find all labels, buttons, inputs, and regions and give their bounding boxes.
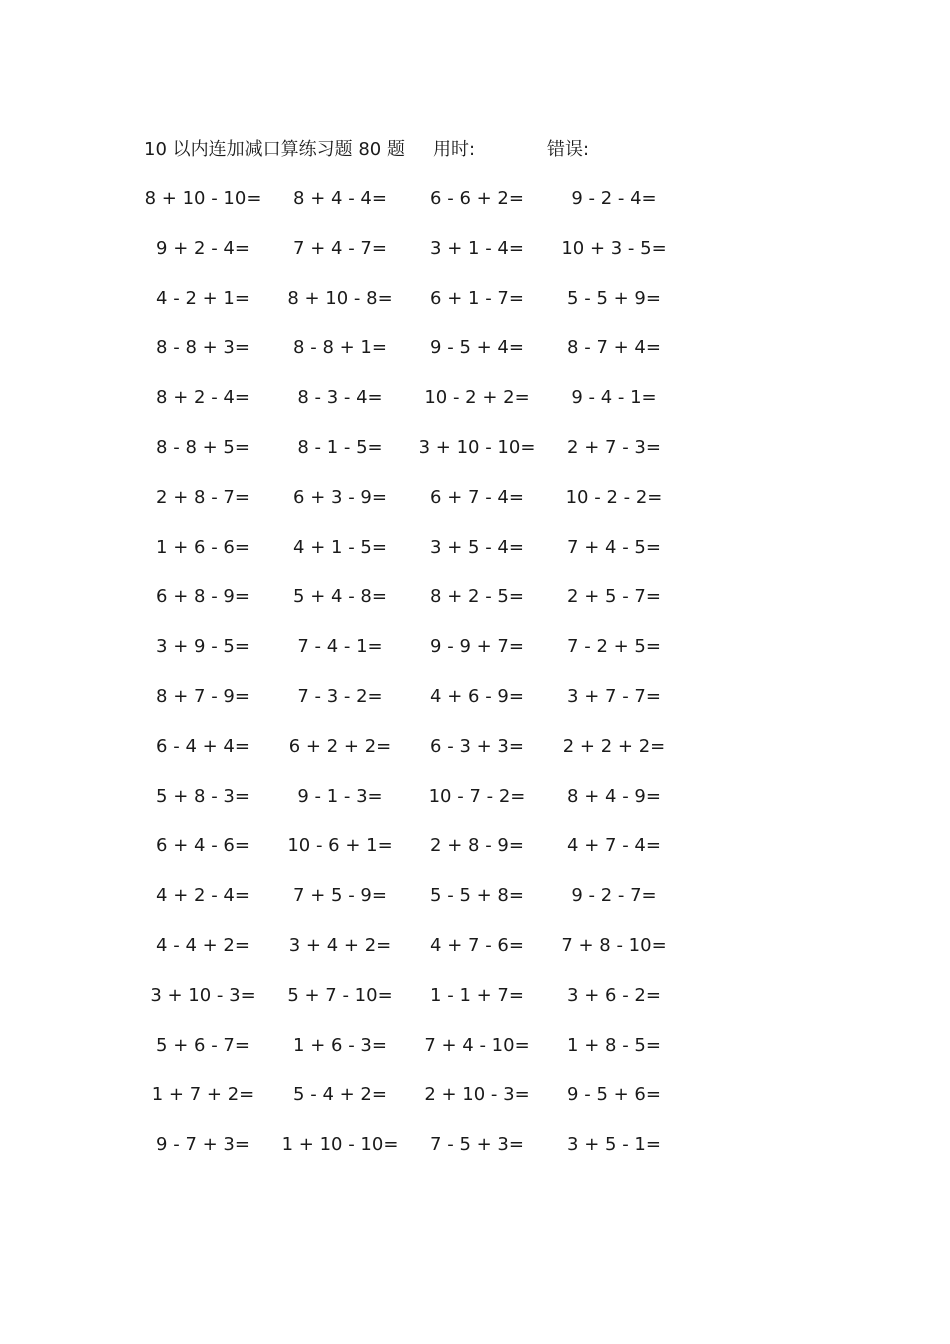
math-problem: 10 - 6 + 1= [287,835,393,857]
math-problem: 10 - 2 + 2= [424,387,530,409]
math-problem: 8 - 3 - 4= [297,387,383,409]
math-problem: 8 + 2 - 5= [430,586,524,608]
math-problem: 7 + 5 - 9= [293,885,387,907]
math-problem: 6 - 4 + 4= [156,735,250,757]
math-problem: 4 - 4 + 2= [156,934,250,956]
math-problem: 3 + 10 - 3= [150,984,256,1006]
math-problem: 8 + 2 - 4= [156,387,250,409]
math-problem: 5 - 5 + 9= [567,287,661,309]
math-problem: 5 + 7 - 10= [287,984,393,1006]
math-problem: 3 + 5 - 1= [567,1134,661,1156]
problem-row [136,333,696,383]
problem-row [136,184,696,234]
math-problem: 3 + 6 - 2= [567,984,661,1006]
problem-row [136,234,696,284]
problem-row [136,981,696,1031]
math-problem: 5 + 4 - 8= [293,586,387,608]
math-problem: 9 + 2 - 4= [156,237,250,259]
math-problem: 8 + 4 - 4= [293,188,387,209]
math-problem: 3 + 5 - 4= [430,536,524,558]
math-problem: 2 + 10 - 3= [424,1084,530,1106]
math-problem: 7 - 2 + 5= [567,636,661,658]
math-problem: 3 + 4 + 2= [288,934,392,956]
problem-row [136,632,696,682]
problem-row [136,433,696,483]
math-problem: 10 - 7 - 2= [428,785,526,807]
math-problem: 4 + 1 - 5= [293,536,387,558]
time-used-label: 用时: [433,139,476,160]
math-problem: 4 + 2 - 4= [156,885,250,907]
math-problem: 7 + 4 - 10= [424,1034,530,1056]
problem-row [136,383,696,433]
math-problem: 7 - 5 + 3= [430,1134,524,1156]
math-problem: 10 - 2 - 2= [565,486,663,508]
math-problem: 7 - 4 - 1= [297,636,383,658]
math-problem: 8 - 8 + 1= [293,337,387,359]
problem-row [136,732,696,782]
math-problem: 8 - 1 - 5= [297,436,383,458]
math-problem: 6 + 7 - 4= [430,486,524,508]
math-problem: 6 + 2 + 2= [288,735,392,757]
math-problem: 6 - 6 + 2= [430,188,524,209]
math-problem: 2 + 8 - 9= [430,835,524,857]
math-problem: 8 - 8 + 3= [156,337,250,359]
problem-row [136,1031,696,1081]
math-problem: 8 - 7 + 4= [567,337,661,359]
math-problem: 5 - 4 + 2= [293,1084,387,1106]
problem-row [136,831,696,881]
math-problem: 1 + 6 - 6= [156,536,250,558]
math-problem: 3 + 7 - 7= [567,685,661,707]
math-problem: 3 + 10 - 10= [418,436,536,458]
math-problem: 4 + 7 - 4= [567,835,661,857]
problem-row [136,782,696,832]
problem-row [136,533,696,583]
math-problem: 5 - 5 + 8= [430,885,524,907]
math-problem: 9 - 1 - 3= [297,785,383,807]
math-problem: 5 + 6 - 7= [156,1034,250,1056]
math-problem: 6 + 3 - 9= [293,486,387,508]
problem-row [136,1130,696,1180]
errors-label: 错误: [547,139,590,160]
math-problem: 1 + 8 - 5= [567,1034,661,1056]
problem-row [136,483,696,533]
math-problem: 4 - 2 + 1= [156,287,250,309]
problem-row [136,284,696,334]
math-problem: 2 + 8 - 7= [156,486,250,508]
math-problem: 4 + 6 - 9= [430,685,524,707]
math-problem: 8 + 7 - 9= [156,685,250,707]
problem-row [136,881,696,931]
math-problem: 6 - 3 + 3= [430,735,524,757]
math-problem: 6 + 1 - 7= [430,287,524,309]
math-problem: 8 - 8 + 5= [156,436,250,458]
math-problem: 9 - 5 + 6= [567,1084,661,1106]
math-problem: 3 + 9 - 5= [156,636,250,658]
math-problem: 9 - 4 - 1= [571,387,657,409]
math-problem: 8 + 10 - 8= [287,287,393,309]
math-problem: 6 + 8 - 9= [156,586,250,608]
problem-row [136,931,696,981]
math-problem: 3 + 1 - 4= [430,237,524,259]
math-problem: 10 + 3 - 5= [561,237,667,259]
math-problem: 6 + 4 - 6= [156,835,250,857]
math-problem: 2 + 7 - 3= [567,436,661,458]
math-problem: 7 + 4 - 5= [567,536,661,558]
problem-row [136,682,696,732]
problem-row [136,1080,696,1130]
math-problem: 4 + 7 - 6= [430,934,524,956]
math-problem: 2 + 2 + 2= [562,735,666,757]
math-problem: 9 - 2 - 4= [571,188,657,209]
math-problem: 7 - 3 - 2= [297,685,383,707]
math-problem: 1 - 1 + 7= [430,984,524,1006]
math-problem: 9 - 2 - 7= [571,885,657,907]
math-problem: 8 + 4 - 9= [567,785,661,807]
worksheet-title: 10 以内连加减口算练习题 80 题 [144,139,405,160]
math-problem: 9 - 5 + 4= [430,337,524,359]
math-problem: 1 + 10 - 10= [281,1134,399,1156]
math-problem: 1 + 6 - 3= [293,1034,387,1056]
problem-row [136,582,696,632]
math-problem: 1 + 7 + 2= [151,1084,255,1106]
problem-grid [136,184,696,1180]
math-problem: 5 + 8 - 3= [156,785,250,807]
math-problem: 7 + 8 - 10= [561,934,667,956]
math-problem: 7 + 4 - 7= [293,237,387,259]
math-problem: 9 - 7 + 3= [156,1134,250,1156]
math-problem: 2 + 5 - 7= [567,586,661,608]
math-problem: 9 - 9 + 7= [430,636,524,658]
math-problem: 8 + 10 - 10= [144,188,262,209]
